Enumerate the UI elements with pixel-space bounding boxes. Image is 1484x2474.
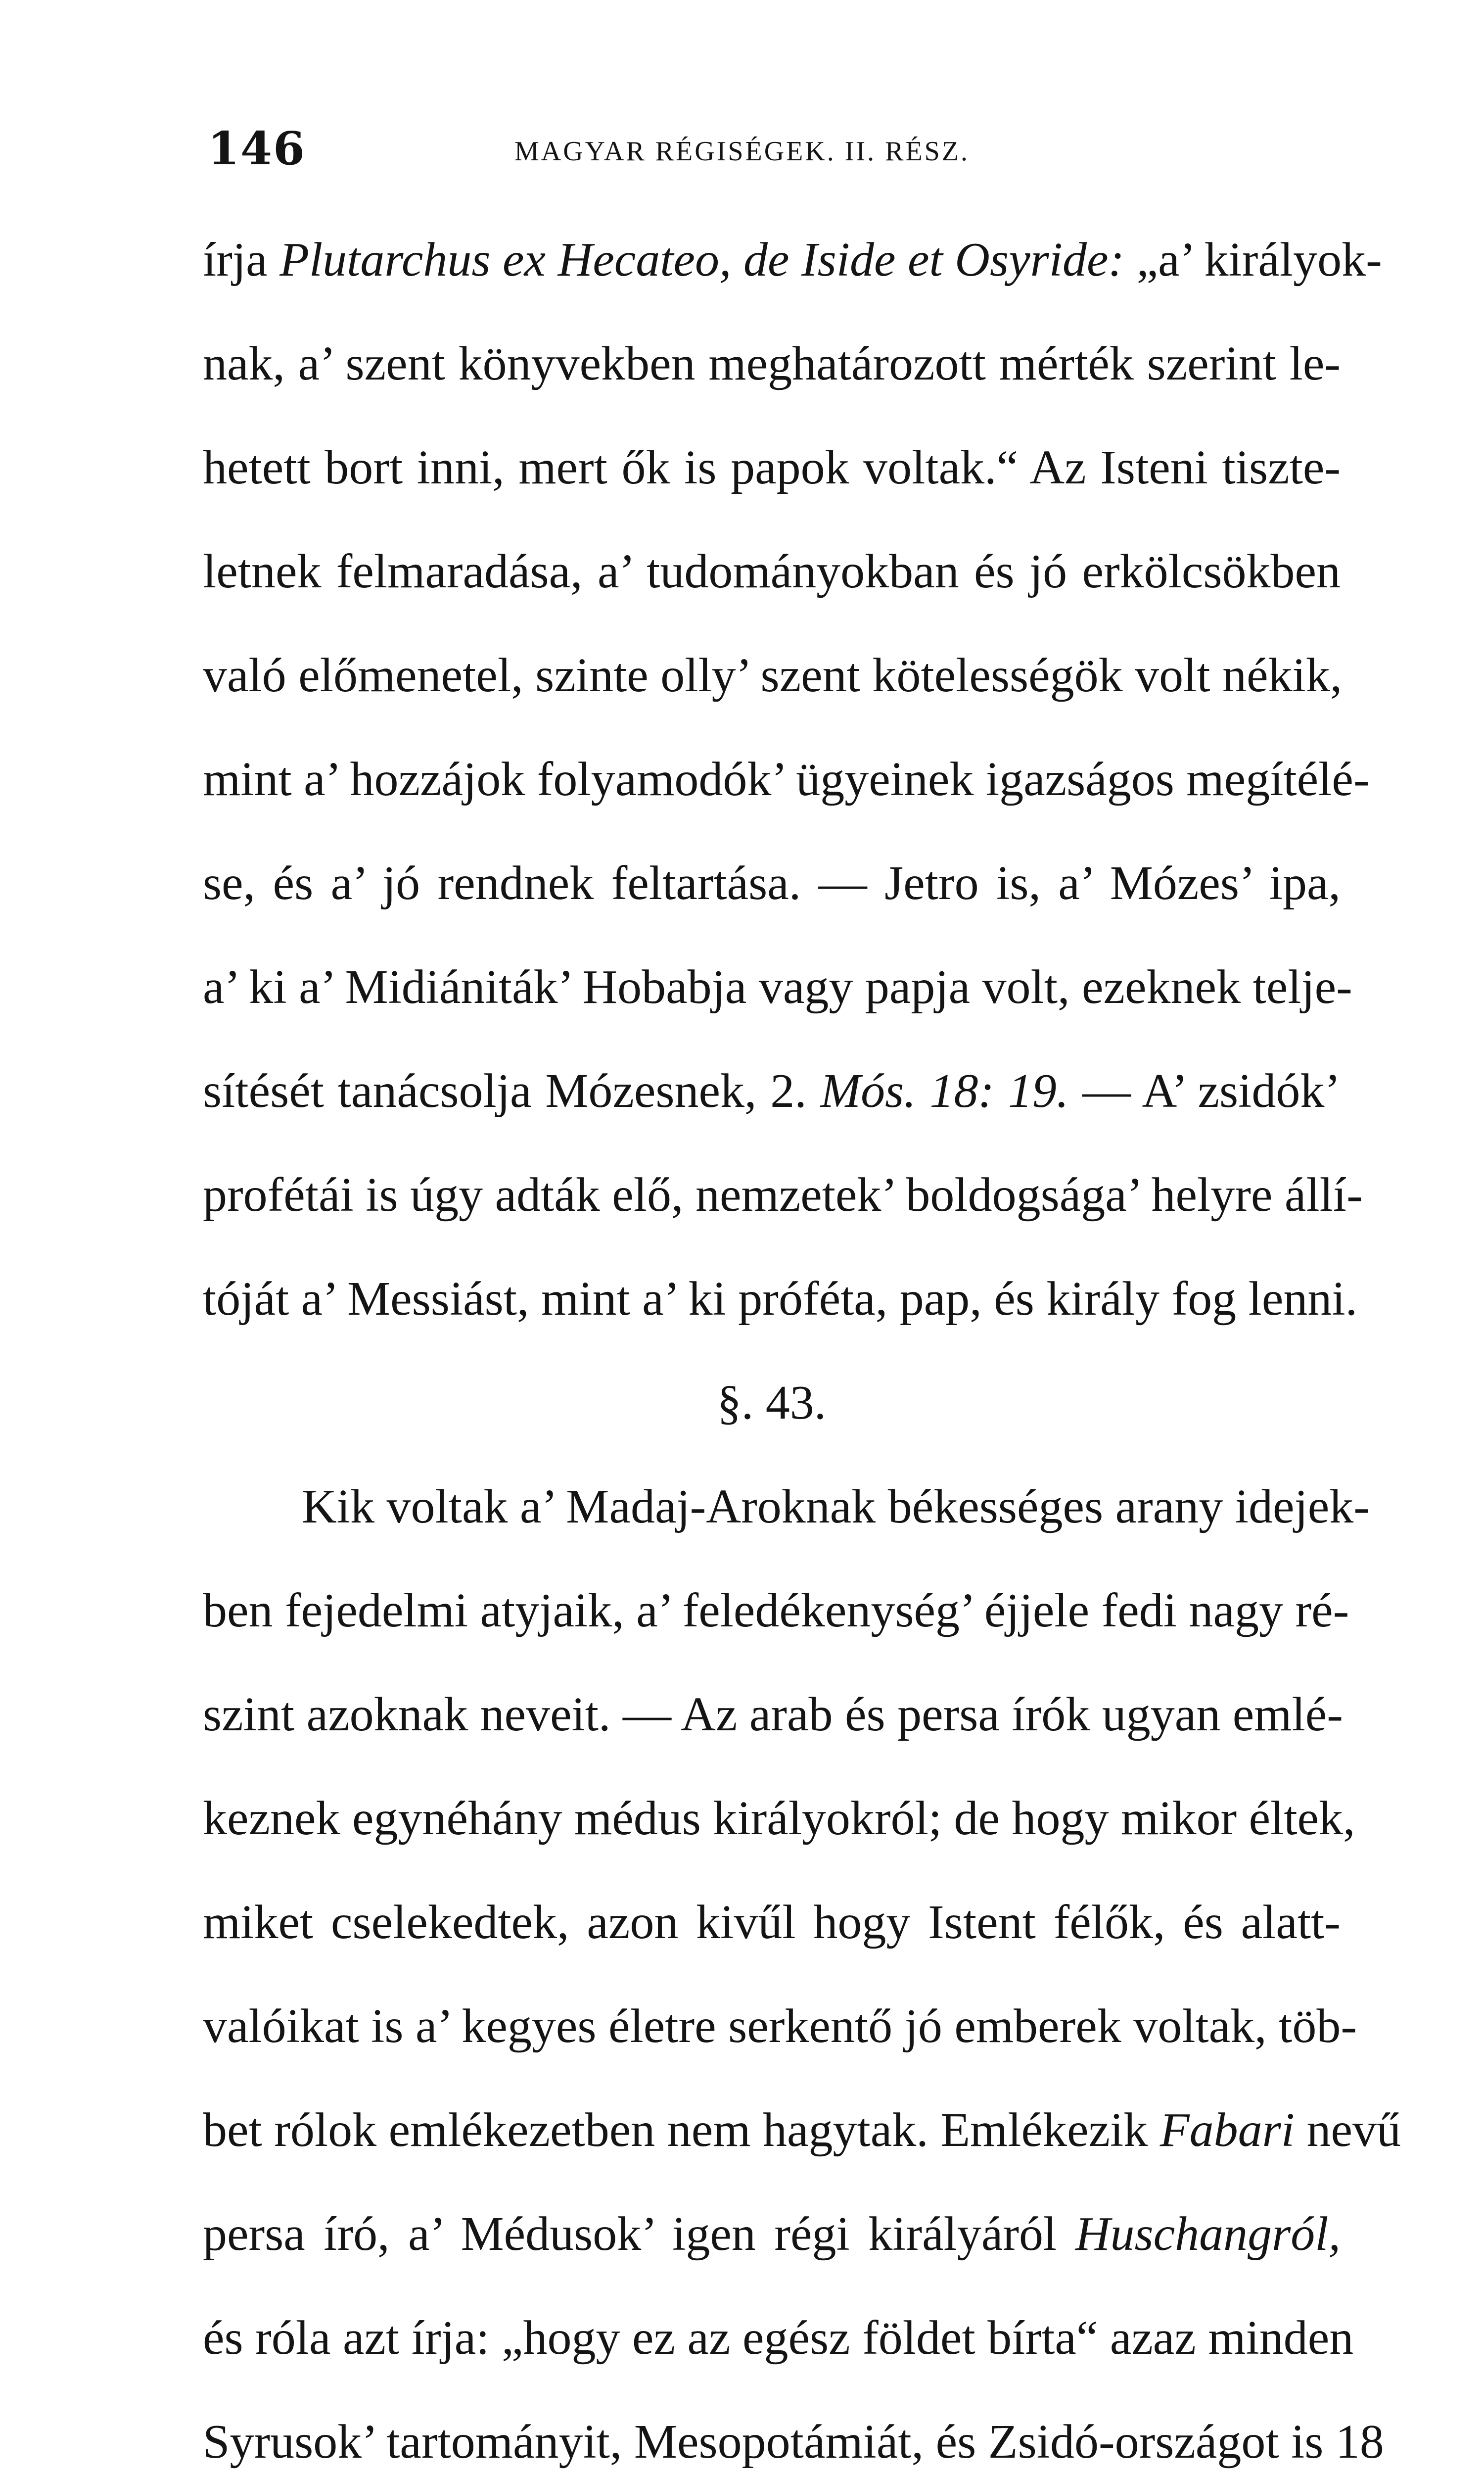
text-line [203,1455,1370,1559]
text-span: nevű [1294,2103,1401,2157]
italic-span: Huschangról, [1075,2207,1341,2261]
running-head: MAGYAR RÉGISÉGEK. II. RÉSZ. [514,136,970,167]
text-span: való előmenetel, szinte olly’ szent kötelességök volt nékik, [203,649,1343,702]
text-line [203,312,1341,416]
italic-span: Plutarchus ex Hecateo, de Iside et Osyride: [279,233,1125,286]
text-span: — A’ zsidók’ [1068,1064,1341,1118]
text-span: sítését tanácsolja Mózesnek, 2. [203,1064,821,1118]
text-span: hetett bort inni, mert ők is papok voltak.“ Az Isteni tiszte- [203,441,1341,494]
text-line [203,935,1352,1039]
text-span: „a’ királyok- [1124,233,1382,286]
text-span: letnek felmaradása, a’ tudományokban és jó erkölcsökben [203,545,1341,598]
text-span: §. 43. [717,1376,827,1429]
page-header [208,119,1321,178]
text-line [203,1663,1341,1766]
text-line [203,208,1382,312]
text-span: a’ ki a’ Midiániták’ Hobabja vagy papja volt, ezeknek telje- [203,960,1352,1014]
text-span: mint a’ hozzájok folyamodók’ ügyeinek igazságos megítélé- [203,753,1370,806]
text-line [203,1143,1363,1247]
text-line [203,1247,1358,1351]
page-number: 146 [208,122,306,175]
text-line [203,2390,1384,2474]
text-line [203,416,1341,520]
text-span: se, és a’ jó rendnek feltartása. — Jetro is, a’ Mózes’ ipa, [203,856,1341,910]
text-line [203,1559,1349,1663]
text-span: Kik voltak a’ Madaj-Aroknak békességes arany idejek- [302,1480,1370,1533]
text-span: szint azoknak neveit. — Az arab és persa írók ugyan emlé- [203,1688,1343,1741]
text-span: ben fejedelmi atyjaik, a’ feledékenység’ éjjele fedi nagy ré- [203,1584,1349,1637]
text-line [203,2078,1401,2182]
text-line [203,623,1341,727]
body-text [203,208,1401,2474]
text-line [203,831,1341,935]
text-line [203,520,1341,623]
text-span: írja [203,233,280,286]
text-span: profétái is úgy adták elő, nemzetek’ boldogsága’ helyre állí- [203,1168,1363,1222]
text-line [203,2286,1354,2390]
text-span: bet rólok emlékezetben nem hagytak. Emlékezik [203,2103,1160,2157]
text-line [203,1974,1357,2078]
text-span: Syrusok’ tartományit, Mesopotámiát, és Zsidó-országot is 18 [203,2415,1384,2469]
section-heading [203,1351,1341,1455]
text-line [203,1766,1355,1870]
text-line [203,1870,1341,1974]
text-span: keznek egynéhány médus királyokról; de hogy mikor éltek, [203,1792,1355,1845]
text-span: nak, a’ szent könyvekben meghatározott mérték szerint le- [203,337,1341,390]
text-line [203,2182,1341,2286]
text-line [203,1039,1341,1143]
text-span: valóikat is a’ kegyes életre serkentő jó emberek voltak, töb- [203,1999,1357,2053]
text-span: tóját a’ Messiást, mint a’ ki próféta, pap, és király fog lenni. [203,1272,1358,1326]
italic-span: Fabari [1159,2103,1295,2157]
text-line [203,727,1370,831]
text-span: miket cselekedtek, azon kivűl hogy Istent félők, és alatt- [203,1896,1341,1949]
italic-span: Mós. 18: 19. [820,1064,1069,1118]
text-span: persa író, a’ Médusok’ igen régi királyáról [203,2207,1075,2261]
text-span: és róla azt írja: „hogy ez az egész földet bírta“ azaz minden [203,2311,1354,2365]
